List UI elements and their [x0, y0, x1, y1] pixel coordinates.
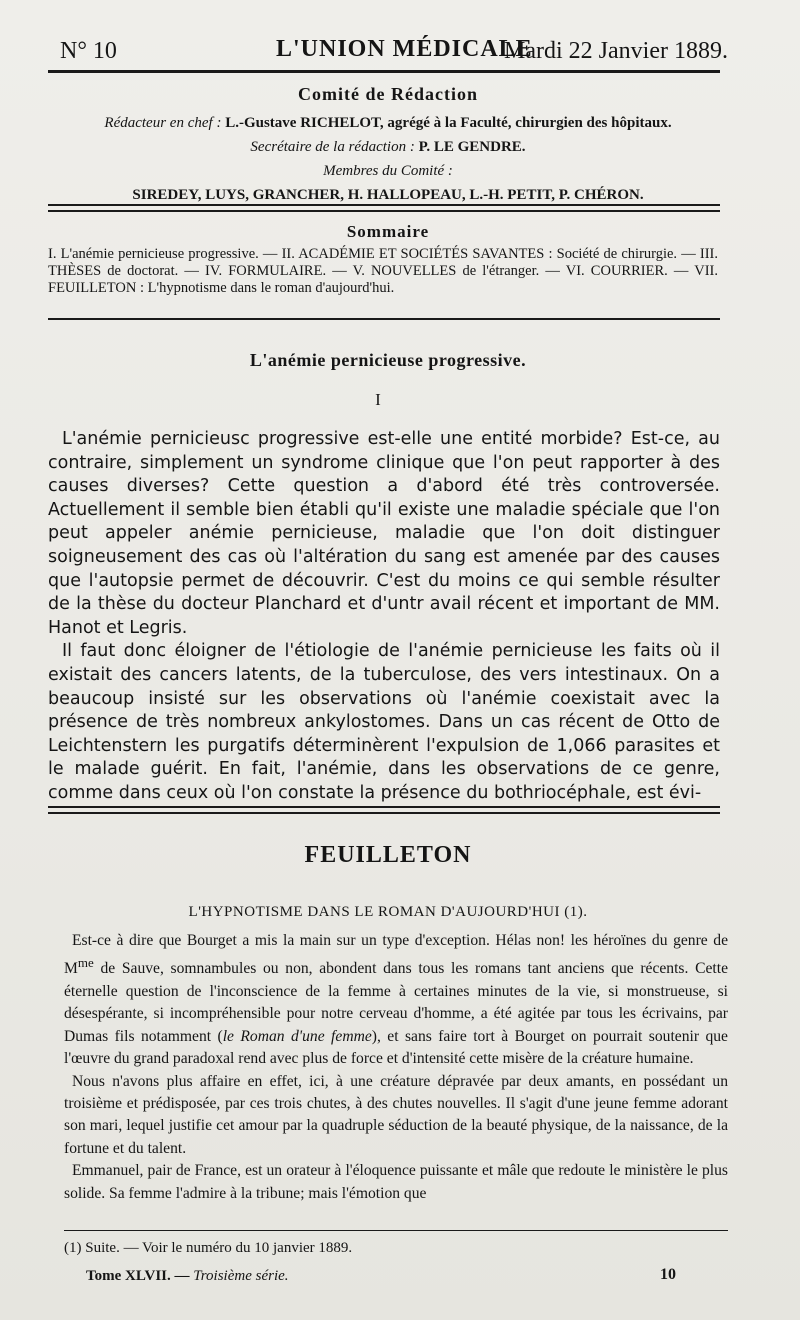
article-paragraph-1: L'anémie pernicieusc progressive est-elle une entité morbide? Est-ce, au contraire, simplement un syndrome clinique que l'on peut rapporter à des causes diverses? Cette question a d'abord été très controversée. Actuellement il semble bien établi qu'il existe une maladie spéciale que l'on peut appeler anémie pernicieuse, maladie que l'on doit distinguer soigneusement des cas où l'altération du sang est amenée par des causes que l'autopsie permet de découvrir. C'est du moins ce qui semble résulter de la thèse du docteur Planchard et d'untr avail récent et important de MM. Hanot et Legris.: [48, 429, 720, 638]
feuilleton-p1-superscript: me: [77, 955, 94, 971]
feuilleton-p1-part-a: Est-ce à dire que Bourget a mis la main sur un type d'exception. Hélas non! les héroïnes du genre de M: [64, 932, 728, 978]
feuilleton-p1-part-b: de Sauve, somnambules ou non, abondent dans tous les romans tant anciens que récents. Cette éternelle question de l'inconscience de la femme à certaines minutes de la vie, si monstrueuse, si désespérante, si incompréhensible pour notre cerveau d'homme, a été agitée par tous les écrivains, par Dumas fils notamment (: [64, 960, 728, 1045]
tome-label: Tome XLVII. —: [86, 1268, 190, 1284]
editor-line: [48, 111, 728, 135]
footnote-rule: [64, 1230, 728, 1231]
feuilleton-paragraph-2: Nous n'avons plus affaire en effet, ici, à une créature dépravée par deux amants, en possédant un troisième et prédisposée, par ces trois chutes, à des chutes nouvelles. Il s'agit d'une jeune femme adorant son mari, lequel justifie cet amour par la quadruple séduction de la beauté physique, de la naissance, de la fortune et du talent.: [64, 1072, 728, 1157]
committee-heading: Comité de Rédaction: [298, 84, 478, 104]
secretary-line: [48, 135, 728, 159]
feuilleton-paragraph-3: Emmanuel, pair de France, est un orateur à l'éloquence puissante et mâle que redoute le ministère le plus solide. Sa femme l'admire à la tribune; mais l'émotion que: [64, 1162, 728, 1202]
members-label: Membres du Comité :: [323, 163, 453, 179]
footnote: (1) Suite. — Voir le numéro du 10 janvier 1889.: [64, 1240, 353, 1256]
article-title: L'anémie pernicieuse progressive.: [249, 350, 527, 370]
committee-block: [48, 84, 728, 207]
article-body: [48, 428, 720, 806]
sommaire-rule: [48, 318, 720, 320]
committee-rule-top: [48, 204, 720, 206]
feuilleton-subtitle: L'HYPNOTISME DANS LE ROMAN D'AUJOURD'HUI (1).: [188, 904, 588, 920]
series-label: Troisième série.: [193, 1268, 289, 1284]
page-header: [48, 34, 728, 74]
journal-title: L'UNION MÉDICALE: [276, 36, 533, 62]
members-label-line: [48, 159, 728, 183]
issue-number: N° 10: [60, 38, 117, 64]
editor-name: L.-Gustave RICHELOT, agrégé à la Faculté, chirurgien des hôpitaux.: [225, 115, 672, 131]
feuilleton-rule-bottom: [48, 812, 720, 814]
sommaire-title: Sommaire: [346, 222, 430, 241]
page-number: 10: [660, 1266, 676, 1283]
members-names: SIREDEY, LUYS, GRANCHER, H. HALLOPEAU, L.-H. PETIT, P. CHÉRON.: [132, 187, 644, 203]
feuilleton-title: FEUILLETON: [304, 842, 472, 868]
issue-date: Mardi 22 Janvier 1889.: [504, 38, 728, 64]
article-paragraph-2: Il faut donc éloigner de l'étiologie de l'anémie pernicieuse les faits où il existait des cancers latents, de la tuberculose, des vers intestinaux. On a beaucoup insisté sur les observations où l'anémie coexistait avec la présence de très nombreux ankylostomes. Dans un cas récent de Otto de Leichtenstern les purgatifs déterminèrent l'expulsion de 1,066 parasites et le malade guérit. En fait, l'anémie, dans les observations de ce genre, comme dans ceux où l'on constate la présence du bothriocéphale, est évi-: [48, 641, 720, 803]
footer-tome: [86, 1268, 289, 1285]
secretary-name: P. LE GENDRE.: [418, 139, 526, 155]
editor-label: Rédacteur en chef :: [104, 115, 222, 131]
secretary-label: Secrétaire de la rédaction :: [250, 139, 415, 155]
feuilleton-body: [64, 930, 728, 1205]
feuilleton-paragraph-1: [64, 930, 728, 1071]
header-rule: [48, 70, 720, 73]
sommaire-text: I. L'anémie pernicieuse progressive. — II. ACADÉMIE ET SOCIÉTÉS SAVANTES : Société de chirurgie. — III. THÈSES de doctorat. — IV. FORMULAIRE. — V. NOUVELLES de l'étranger. — VI. COURRIER. — VII. FEUILLETON : L'hypnotisme dans le roman d'aujourd'hui.: [48, 246, 718, 296]
feuilleton-rule-top: [48, 806, 720, 808]
section-number: I: [375, 390, 381, 409]
committee-rule-bottom: [48, 210, 720, 212]
feuilleton-p1-italic-title: le Roman d'une femme: [222, 1027, 372, 1045]
feuilleton-p1-part-c: ), et sans faire tort à Bourget on pourrait soutenir que l'œuvre du grand paradoxal rend avec plus de force et d'intensité cette misère de la créature humaine.: [64, 1027, 728, 1068]
